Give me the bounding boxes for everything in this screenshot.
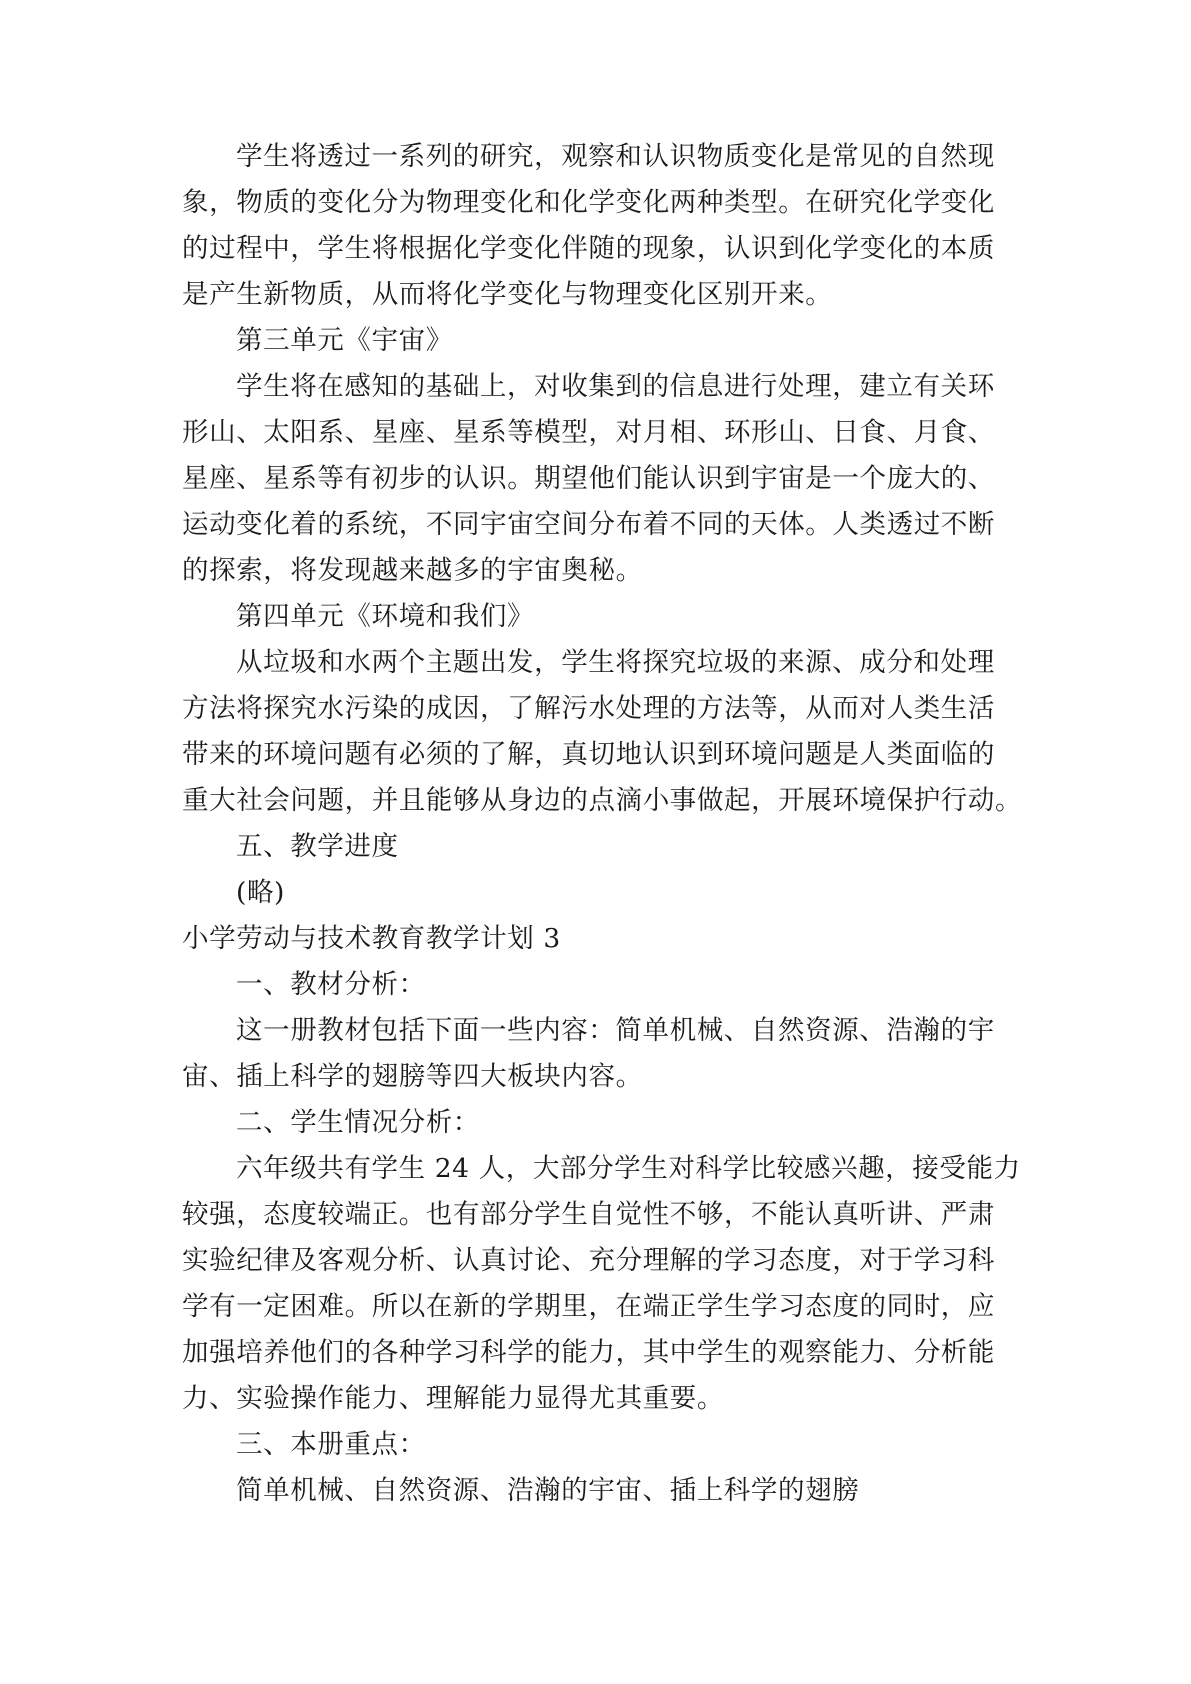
text-line: 三、本册重点： bbox=[236, 1429, 426, 1460]
body-paragraph bbox=[182, 134, 1022, 318]
text-line: 星座、星系等有初步的认识。期望他们能认识到宇宙是一个庞大的、 bbox=[182, 463, 995, 494]
text-line: 带来的环境问题有必须的了解，真切地认识到环境问题是人类面临的 bbox=[182, 739, 995, 770]
text-line: 是产生新物质，从而将化学变化与物理变化区别开来。 bbox=[182, 279, 833, 310]
section-heading bbox=[182, 318, 1022, 364]
section-heading bbox=[182, 870, 1022, 916]
body-paragraph bbox=[182, 1008, 1022, 1100]
body-paragraph bbox=[182, 364, 1022, 594]
text-line: 运动变化着的系统，不同宇宙空间分布着不同的天体。人类透过不断 bbox=[182, 509, 995, 540]
section-heading bbox=[182, 1422, 1022, 1468]
text-line: 较强，态度较端正。也有部分学生自觉性不够，不能认真听讲、严肃 bbox=[182, 1199, 995, 1230]
body-paragraph bbox=[182, 640, 1022, 824]
text-line: 五、教学进度 bbox=[236, 831, 399, 862]
section-heading bbox=[182, 962, 1022, 1008]
body-paragraph bbox=[182, 1146, 1022, 1422]
document-section-title bbox=[182, 916, 1022, 962]
text-line: 重大社会问题，并且能够从身边的点滴小事做起，开展环境保护行动。 bbox=[182, 785, 1023, 816]
text-line: 的过程中，学生将根据化学变化伴随的现象，认识到化学变化的本质 bbox=[182, 233, 995, 264]
text-line: 从垃圾和水两个主题出发，学生将探究垃圾的来源、成分和处理 bbox=[236, 647, 995, 678]
document-body bbox=[182, 134, 1022, 1514]
body-paragraph bbox=[182, 1468, 1022, 1514]
text-line: 第四单元《环境和我们》 bbox=[236, 601, 535, 632]
section-heading bbox=[182, 594, 1022, 640]
text-line: 的探索，将发现越来越多的宇宙奥秘。 bbox=[182, 555, 643, 586]
text-line: 这一册教材包括下面一些内容：简单机械、自然资源、浩瀚的宇 bbox=[236, 1015, 995, 1046]
text-line: 简单机械、自然资源、浩瀚的宇宙、插上科学的翅膀 bbox=[236, 1475, 860, 1506]
text-line: 小学劳动与技术教育教学计划 3 bbox=[182, 923, 561, 954]
text-line: 六年级共有学生 24 人，大部分学生对科学比较感兴趣，接受能力 bbox=[236, 1153, 1021, 1184]
text-line: 二、学生情况分析： bbox=[236, 1107, 480, 1138]
text-line: 实验纪律及客观分析、认真讨论、充分理解的学习态度，对于学习科 bbox=[182, 1245, 995, 1276]
text-line: 方法将探究水污染的成因，了解污水处理的方法等，从而对人类生活 bbox=[182, 693, 995, 724]
text-line: 一、教材分析： bbox=[236, 969, 426, 1000]
section-heading bbox=[182, 824, 1022, 870]
text-line: 宙、插上科学的翅膀等四大板块内容。 bbox=[182, 1061, 643, 1092]
text-line: 学生将透过一系列的研究，观察和认识物质变化是常见的自然现 bbox=[236, 141, 995, 172]
section-heading bbox=[182, 1100, 1022, 1146]
text-line: 力、实验操作能力、理解能力显得尤其重要。 bbox=[182, 1383, 724, 1414]
text-line: 第三单元《宇宙》 bbox=[236, 325, 453, 356]
text-line: 形山、太阳系、星座、星系等模型，对月相、环形山、日食、月食、 bbox=[182, 417, 995, 448]
text-line: 加强培养他们的各种学习科学的能力，其中学生的观察能力、分析能 bbox=[182, 1337, 995, 1368]
text-line: 象，物质的变化分为物理变化和化学变化两种类型。在研究化学变化 bbox=[182, 187, 995, 218]
text-line: (略) bbox=[236, 877, 285, 908]
text-line: 学生将在感知的基础上，对收集到的信息进行处理，建立有关环 bbox=[236, 371, 995, 402]
text-line: 学有一定困难。所以在新的学期里，在端正学生学习态度的同时，应 bbox=[182, 1291, 995, 1322]
